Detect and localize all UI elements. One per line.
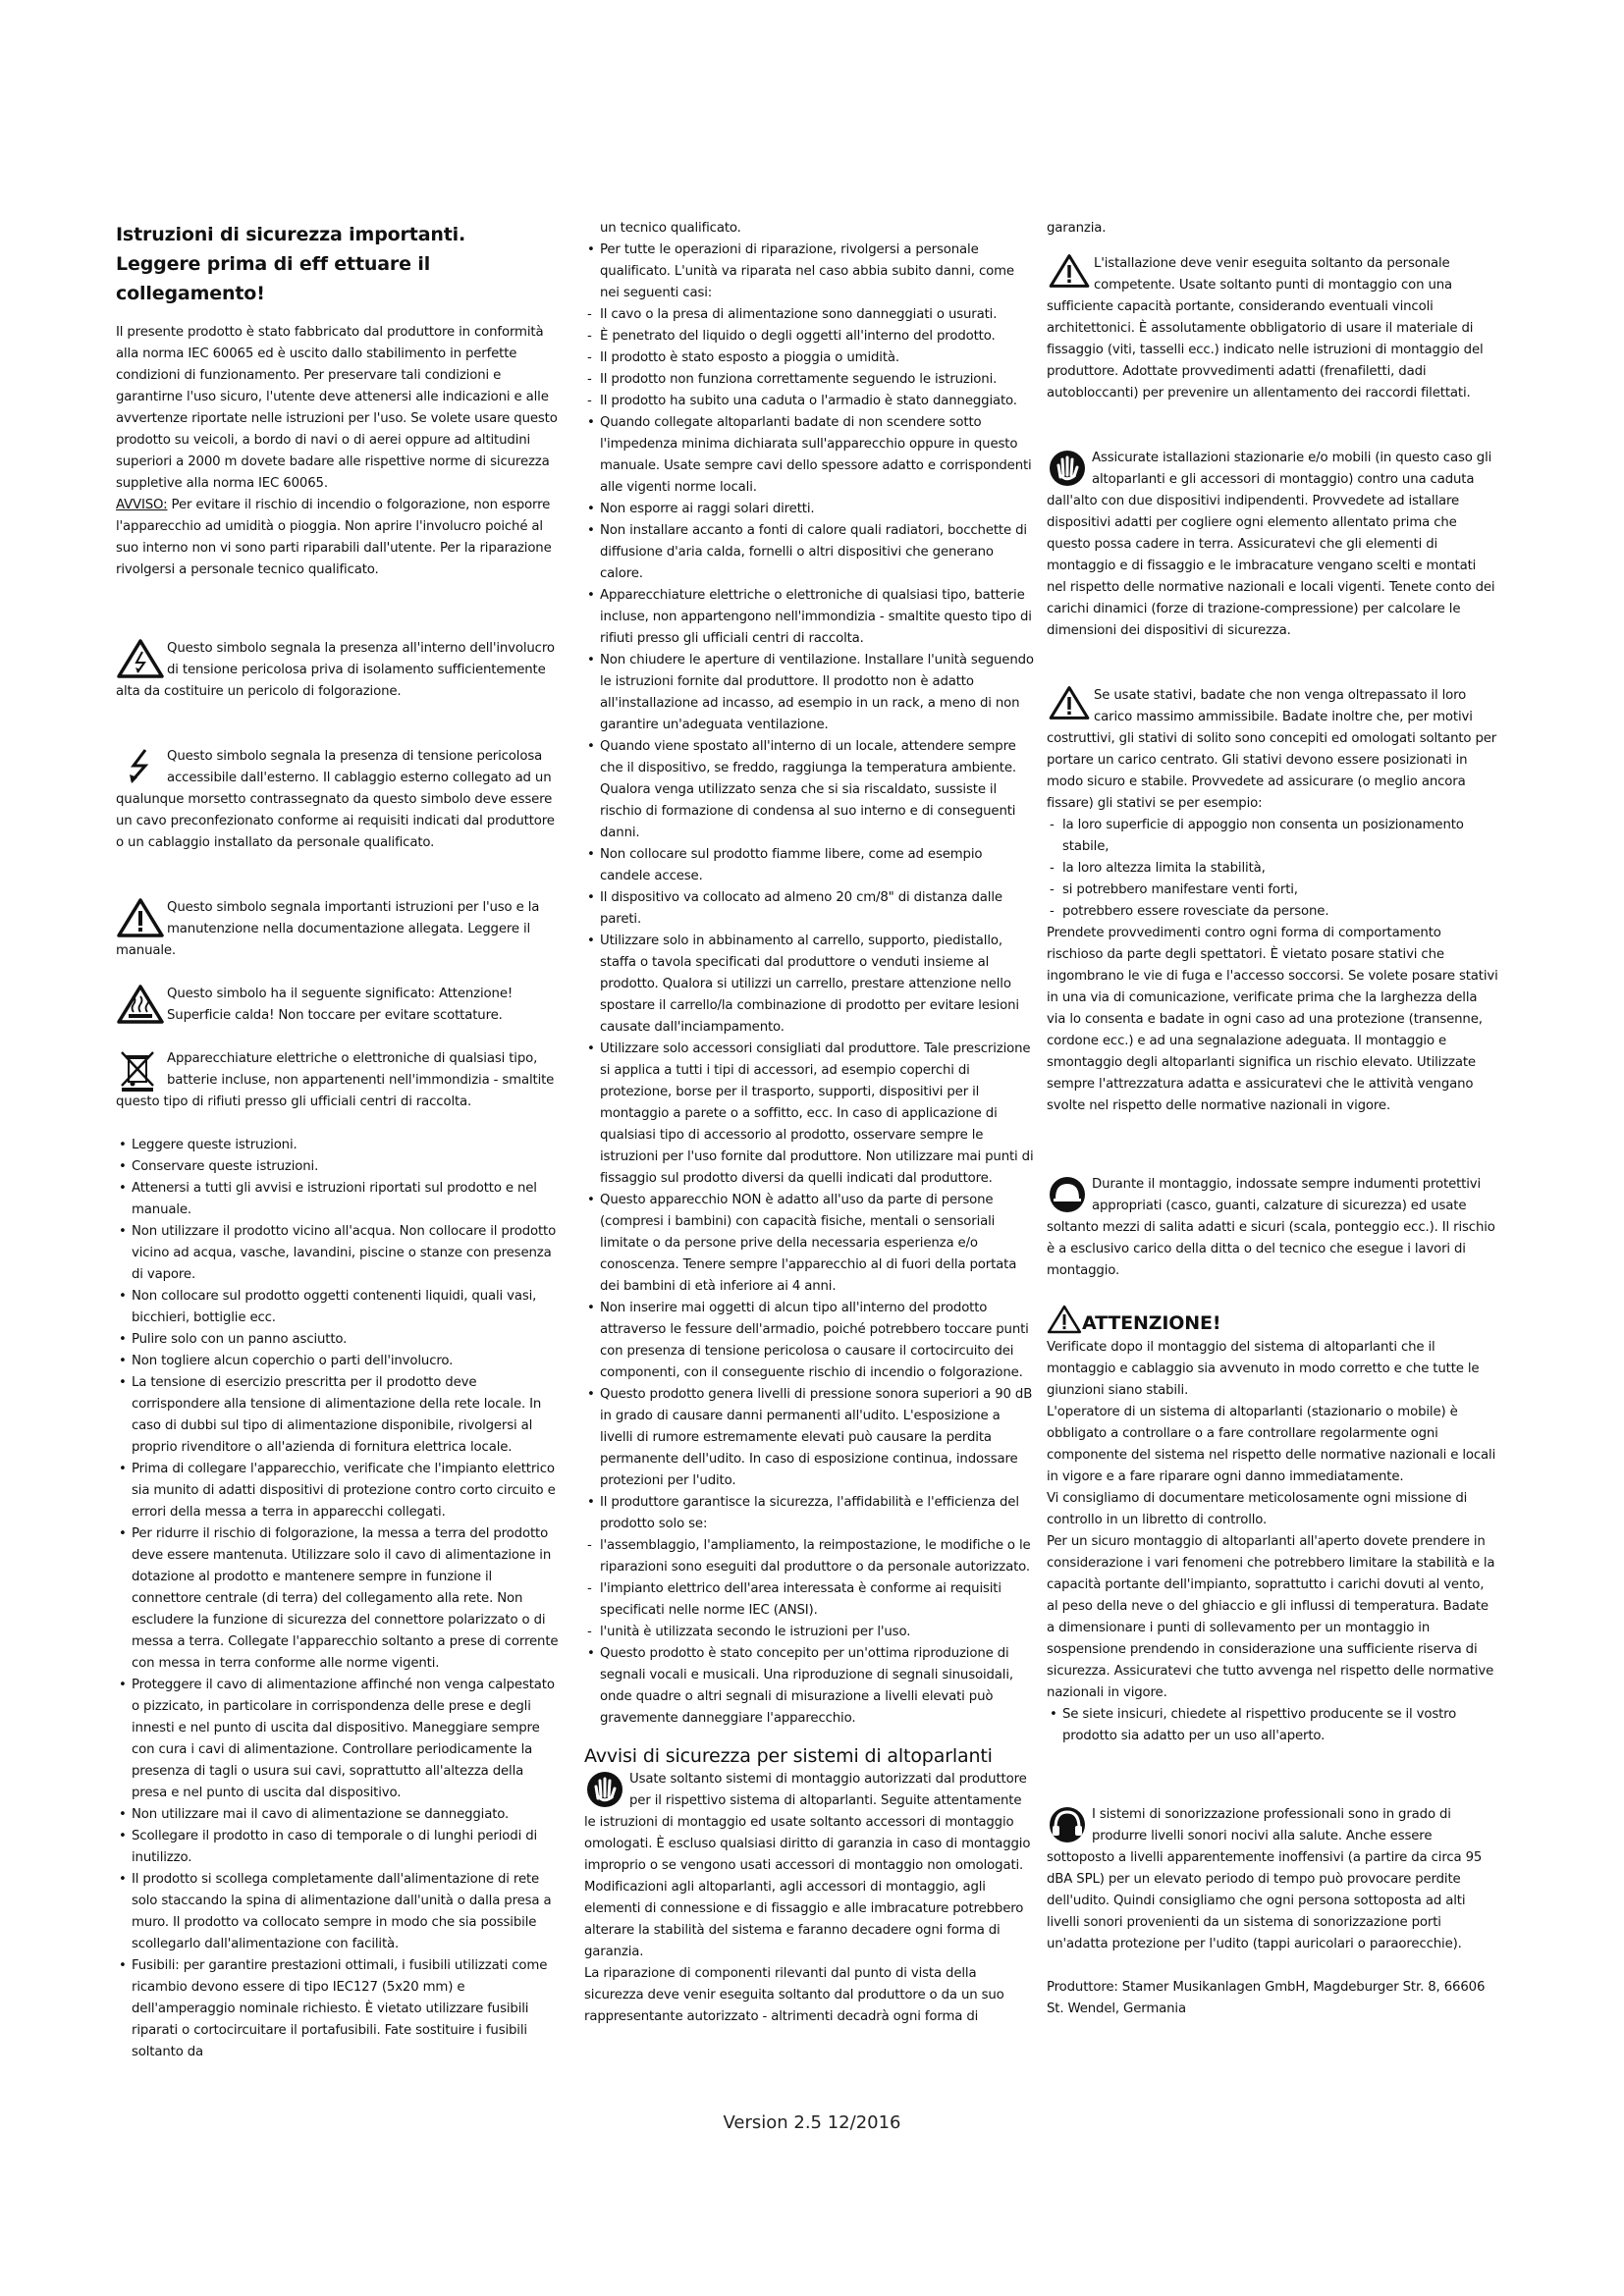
list-item: - Il cavo o la presa di alimentazione sono danneggiati o usurati. xyxy=(584,304,1036,326)
list-item: - Il prodotto non funziona correttamente seguendo le istruzioni. xyxy=(584,369,1036,391)
exclamation-warning-icon xyxy=(1047,253,1092,289)
installation-block xyxy=(1047,253,1498,404)
exclamation-warning-icon xyxy=(1047,685,1092,721)
list-item: • Quando collegate altoparlanti badate di non scendere sotto l'impedenza minima dichiarata sull'apparecchio oppure in questo manuale. Usate sempre cavi dello spessore adatto e corrispondenti alle vigenti norme locali. xyxy=(584,412,1036,499)
list-item: • Fusibili: per garantire prestazioni ottimali, i fusibili utilizzati come ricambio devono essere di tipo IEC127 (5x20 mm) e dell'amperaggio nominale richiesto. È vietato utilizzare fusibili riparati o cortocircuitare il portafusibili. Fate sostituire i fusibili soltanto da xyxy=(116,1955,563,2063)
symbol-voltage-block xyxy=(116,638,563,703)
attention-title: ATTENZIONE! xyxy=(1082,1312,1221,1334)
symbol-weee-block xyxy=(116,1048,563,1113)
list-item: • Per ridurre il rischio di folgorazione, la messa a terra del prodotto deve essere mantenuta. Utilizzare solo il cavo di alimentazione in dotazione al prodotto e mantenere sempre in funzione il connettore centrale (di terra) del collegamento alla rete. Non escludere la funzione di sicurezza del connettore polarizzato o di messa a terra. Collegate l'apparecchio soltanto a prese di corrente con messa in terra conforme alle norme vigenti. xyxy=(116,1523,563,1675)
stands-cases-list xyxy=(1047,815,1498,923)
list-item: • Utilizzare solo in abbinamento al carrello, supporto, piedistallo, staffa o tavola specificati dal produttore o venduti insieme al prodotto. Qualora si utilizzi un carrello, prestare attenzione nello spostare il carrello/la combinazione di prodotto per evitare lesioni causate dall'inciampamento. xyxy=(584,931,1036,1039)
warning-text: Per evitare il rischio di incendio o folgorazione, non esporre l'apparecchio ad umidità o pioggia. Non aprire l'involucro poiché al suo interno non vi sono parti riparabili dall'utente. Per la riparazione rivolgersi a personale tecnico qualificato. xyxy=(116,498,552,577)
symbol-hot-text: Questo simbolo ha il seguente significato: Attenzione! Superficie calda! Non toccare per evitare scottature. xyxy=(167,987,514,1023)
hearing-protection-text: I sistemi di sonorizzazione professionali sono in grado di produrre livelli sonori nocivi alla salute. Anche essere sottoposto a livelli apparentemente inoffensivi (a partire da circa 95 dBA SPL) per un elevato periodo di tempo può provocare perdite dell'udito. Quindi consigliamo che ogni persona sottoposta ad alti livelli sonori provenienti da un sistema di sonorizzazione porti un'adatta protezione per l'udito (tappi auricolari o paraorecchie). xyxy=(1047,1807,1483,1951)
safety-bullet-list-3 xyxy=(584,1643,1036,1730)
safety-bullet-list-2 xyxy=(584,412,1036,1535)
heading-read-before-connecting: Leggere prima di eff ettuare il collegamento! xyxy=(116,253,431,304)
list-item: • Questo prodotto genera livelli di pressione sonora superiori a 90 dB in grado di causare danni permanenti all'udito. L'esposizione a livelli di rumore estremamente elevati può causare la perdita permanente dell'udito. In caso di esposizione continua, indossare protezioni per l'udito. xyxy=(584,1384,1036,1492)
weee-bin-icon xyxy=(116,1048,165,1092)
repair-cases-list xyxy=(584,304,1036,412)
list-item: • Proteggere il cavo di alimentazione affinché non venga calpestato o pizzicato, in particolare in corrispondenza delle prese e degli innesti e nel punto di uscita dal dispositivo. Maneggiare sempre con cura i cavi di alimentazione. Controllare periodicamente la presenza di tagli o usura sui cavi, soprattutto all'altezza della presa e nel punto di uscita dal dispositivo. xyxy=(116,1675,563,1804)
stationary-install-text: Assicurate istallazioni stazionarie e/o mobili (in questo caso gli altoparlanti e gli accessori di montaggio) contro una caduta dall'alto con due dispositivi indipendenti. Provvedete ad istallare dispositivi adatti per cogliere ogni elemento allentato prima che questo possa cadere in terra. Assicuratevi che gli elementi di montaggio e di fissaggio e le imbracature vengano scelti e montati nel rispetto delle normative nazionali e locali vigenti. Tenete conto dei carichi dinamici (forze di trazione-compressione) per calcolare le dimensioni dei dispositivi di sicurezza. xyxy=(1047,451,1495,638)
list-item: • Per tutte le operazioni di riparazione, rivolgersi a personale qualificato. L'unità va riparata nel caso abbia subito danni, come nei seguenti casi: xyxy=(584,240,1036,304)
voltage-warning-icon xyxy=(116,638,165,679)
attention-paragraph-2: L'operatore di un sistema di altoparlanti (stazionario o mobile) è obbligato a controllare o a fare controllare regolarmente ogni componente del sistema nel rispetto delle normative nazionali e locali in vigore e a fare riparare ogni danno immediatamente. xyxy=(1047,1405,1496,1484)
attention-paragraph-4: Per un sicuro montaggio di altoparlanti all'aperto dovete prendere in considerazione i vari fenomeni che potrebbero limitare la stabilità e la capacità portante dell'impianto, soprattutto i carichi dovuti al vento, al peso della neve o del ghiaccio e gli influssi di temperatura. Badate a dimensionare i punti di sollevamento per un montaggio in sospensione prendendo in considerazione una sufficiente riserva di sicurezza. Assicuratevi che tutto avvenga nel rispetto delle normative nazionali in vigore. xyxy=(1047,1534,1495,1700)
intro-paragraph: Il presente prodotto è stato fabbricato dal produttore in conformità alla norma IEC 60065 ed è uscito dallo stabilimento in perfette condizioni di funzionamento. Per preservare tali condizioni e garantirne l'uso sicuro, l'utente deve attenersi alle indicazioni e alle avvertenze riportate nelle istruzioni per l'uso. Se volete usare questo prodotto su veicoli, a bordo di navi o di aerei oppure ad altitudini superiori a 2000 m dovete badare alle rispettive norme di sicurezza suppletive alla norma IEC 60065. xyxy=(116,325,558,491)
attention-paragraph-3: Vi consigliamo di documentare meticolosamente ogni missione di controllo in un libretto di controllo. xyxy=(1047,1491,1468,1527)
stop-hand-icon xyxy=(584,1769,627,1810)
list-item: • Non collocare sul prodotto oggetti contenenti liquidi, quali vasi, bicchieri, bottiglie ecc. xyxy=(116,1286,563,1329)
stationary-install-block xyxy=(1047,448,1498,642)
list-item: • Non installare accanto a fonti di calore quali radiatori, bocchette di diffusione d'aria calda, fornelli o altri dispositivi che generano calore. xyxy=(584,520,1036,585)
attention-paragraph-1: Verificate dopo il montaggio del sistema di altoparlanti che il montaggio e cablaggio sia avvenuto in modo corretto e che tutte le giunzioni siano stabili. xyxy=(1047,1340,1480,1398)
column-3 xyxy=(1047,218,1498,2020)
attention-bullet-list xyxy=(1047,1704,1498,1747)
column-1 xyxy=(116,220,563,2063)
list-item: • Non togliere alcun coperchio o parti dell'involucro. xyxy=(116,1351,563,1372)
warning-label: AVVISO: xyxy=(116,498,168,512)
repair-list xyxy=(584,240,1036,304)
list-item: • Il prodotto si scollega completamente dall'alimentazione di rete solo staccando la spina di alimentazione dall'unità o dalla presa a muro. Il prodotto va collocato sempre in modo che sia possibile scollegarlo dall'alimentazione con facilità. xyxy=(116,1869,563,1955)
list-item: - È penetrato del liquido o degli oggetti all'interno del prodotto. xyxy=(584,326,1036,347)
ear-protection-icon xyxy=(1047,1804,1090,1845)
symbol-bolt-block xyxy=(116,746,563,854)
repair-components-paragraph: La riparazione di componenti rilevanti dal punto di vista della sicurezza deve venir eseguita soltanto dal produttore o da un suo rappresentante autorizzato - altrimenti decadrà ogni forma di xyxy=(584,1966,1004,2024)
list-item: • Apparecchiature elettriche o elettroniche di qualsiasi tipo, batterie incluse, non appartengono nell'immondizia - smaltite questo tipo di rifiuti presso gli ufficiali centri di raccolta. xyxy=(584,585,1036,650)
list-item: - Il prodotto ha subito una caduta o l'armadio è stato danneggiato. xyxy=(584,391,1036,412)
list-item: • Il dispositivo va collocato ad almeno 20 cm/8" di distanza dalle pareti. xyxy=(584,887,1036,931)
warning-paragraph xyxy=(116,495,563,581)
list-item: • Se siete insicuri, chiedete al rispettivo producente se il vostro prodotto sia adatto per un uso all'aperto. xyxy=(1047,1704,1498,1747)
list-item: • Scollegare il prodotto in caso di temporale o di lunghi periodi di inutilizzo. xyxy=(116,1826,563,1869)
symbol-voltage-text: Questo simbolo segnala la presenza all'interno dell'involucro di tensione pericolosa priva di isolamento sufficientemente alta da costituire un pericolo di folgorazione. xyxy=(116,641,555,699)
mounting-systems-block xyxy=(584,1769,1036,1963)
list-item: • Quando viene spostato all'interno di un locale, attendere sempre che il dispositivo, se freddo, raggiunga la temperatura ambiente. Qualora venga utilizzato senza che si sia riscaldato, sussiste il rischio di formazione di condensa al suo interno e di conseguenti danni. xyxy=(584,736,1036,844)
version-footer: Version 2.5 12/2016 xyxy=(723,2112,901,2133)
list-item: • Non utilizzare mai il cavo di alimentazione se danneggiato. xyxy=(116,1804,563,1826)
list-item: - l'unità è utilizzata secondo le istruzioni per l'uso. xyxy=(584,1622,1036,1643)
list-item: • Leggere queste istruzioni. xyxy=(116,1135,563,1156)
stands-block xyxy=(1047,685,1498,815)
list-item: • Non utilizzare il prodotto vicino all'acqua. Non collocare il prodotto vicino ad acqua, vasche, lavandini, piscine o stanze con presenza di vapore. xyxy=(116,1221,563,1286)
guarantee-cases-list xyxy=(584,1535,1036,1643)
list-item: • Utilizzare solo accessori consigliati dal produttore. Tale prescrizione si applica a tutti i tipi di accessori, ad esempio coperchi di protezione, borse per il trasporto, supporti, dispositivi per il montaggio a parete o a soffitto, ecc. In caso di applicazione di qualsiasi tipo di accessorio al prodotto, osservare sempre le istruzioni per l'uso fornite dal produttore. Non utilizzare mai punti di fissaggio sul prodotto diversi da quelli indicati dal produttore. xyxy=(584,1039,1036,1190)
list-item: - la loro superficie di appoggio non consenta un posizionamento stabile, xyxy=(1047,815,1498,858)
manufacturer-address: Produttore: Stamer Musikanlagen GmbH, Magdeburger Str. 8, 66606 St. Wendel, Germania xyxy=(1047,1980,1486,2016)
symbol-weee-text: Apparecchiature elettriche o elettroniche di qualsiasi tipo, batterie incluse, non appartenenti nell'immondizia - smaltite questo tipo di rifiuti presso gli ufficiali centri di raccolta. xyxy=(116,1051,555,1109)
continued-text: un tecnico qualificato. xyxy=(600,221,741,236)
list-item: • Pulire solo con un panno asciutto. xyxy=(116,1329,563,1351)
list-item: • Conservare queste istruzioni. xyxy=(116,1156,563,1178)
symbol-attention-text: Questo simbolo segnala importanti istruzioni per l'uso e la manutenzione nella documentazione allegata. Leggere il manuale. xyxy=(116,900,540,958)
hot-surface-icon xyxy=(116,984,165,1025)
list-item: - si potrebbero manifestare venti forti, xyxy=(1047,880,1498,901)
protective-gear-text: Durante il montaggio, indossate sempre indumenti protettivi appropriati (casco, guanti, calzature di sicurezza) ed usate soltanto mezzi di salita adatti e sicuri (scala, ponteggio ecc.). Il rischio è a esclusivo carico della ditta o del tecnico che esegue i lavori di montaggio. xyxy=(1047,1177,1495,1278)
list-item: - potrebbero essere rovesciate da persone. xyxy=(1047,901,1498,923)
lightning-bolt-icon xyxy=(116,746,165,787)
helmet-icon xyxy=(1047,1174,1090,1215)
exclamation-warning-icon xyxy=(116,897,165,938)
spectators-paragraph: Prendete provvedimenti contro ogni forma di comportamento rischioso da parte degli spettatori. È vietato posare stativi che ingombrano le vie di fuga e l'accesso soccorsi. Se volete posare stativi in una via di comunicazione, verificate prima che la larghezza della via lo consenta e badate in ogni caso ad una protezione (transenne, cordone ecc.) e ad una segnalazione adeguata. Il montaggio e smontaggio degli altoparlanti significa un rischio elevato. Utilizzate sempre l'attrezzatura adatta e assicuratevi che le attività vengano svolte nel rispetto delle normative nazionali in vigore. xyxy=(1047,926,1498,1113)
heading-safety-instructions: Istruzioni di sicurezza importanti. xyxy=(116,224,466,245)
list-item: - Il prodotto è stato esposto a pioggia o umidità. xyxy=(584,347,1036,369)
list-item: • Questo prodotto è stato concepito per un'ottima riproduzione di segnali vocali e musicali. Una riproduzione di segnali sinusoidali, onde quadre o altri segnali di misurazione a livelli elevati può gravemente danneggiare l'apparecchio. xyxy=(584,1643,1036,1730)
heading-speaker-safety: Avvisi di sicurezza per sistemi di altoparlanti xyxy=(584,1745,993,1767)
list-item: - la loro altezza limita la stabilità, xyxy=(1047,858,1498,880)
list-item: • La tensione di esercizio prescritta per il prodotto deve corrispondere alla tensione di alimentazione della rete locale. In caso di dubbi sul tipo di alimentazione disponibile, rivolgersi al proprio rivenditore o all'azienda di fornitura elettrica locale. xyxy=(116,1372,563,1459)
mounting-systems-text: Usate soltanto sistemi di montaggio autorizzati dal produttore per il rispettivo sistema di altoparlanti. Seguite attentamente le istruzioni di montaggio ed usate soltanto accessori di montaggio omologati. È escluso qualsiasi diritto di garanzia in caso di montaggio improprio o se vengono usati accessori di montaggio non omologati. Modificazioni agli altoparlanti, agli accessori di montaggio, agli elementi di connessione e di fissaggio e alle imbracature potrebbero alterare la stabilità del sistema e faranno decadere ogni forma di garanzia. xyxy=(584,1772,1031,1959)
list-item: - l'assemblaggio, l'ampliamento, la reimpostazione, le modifiche o le riparazioni sono eseguiti dal produttore o da personale autorizzato. xyxy=(584,1535,1036,1578)
list-item: • Attenersi a tutti gli avvisi e istruzioni riportati sul prodotto e nel manuale. xyxy=(116,1178,563,1221)
exclamation-warning-icon xyxy=(1047,1304,1082,1335)
symbol-attention-block xyxy=(116,897,563,962)
list-item: - l'impianto elettrico dell'area interessata è conforme ai requisiti specificati nelle norme IEC (ANSI). xyxy=(584,1578,1036,1622)
list-item: • Non esporre ai raggi solari diretti. xyxy=(584,499,1036,520)
list-item: • Questo apparecchio NON è adatto all'uso da parte di persone (compresi i bambini) con capacità fisiche, mentali o sensoriali limitate o da persone prive della necessaria esperienza e/o conoscenza. Tenere sempre l'apparecchio al di fuori della portata dei bambini di età inferiore ai 4 anni. xyxy=(584,1190,1036,1298)
stop-hand-icon xyxy=(1047,448,1090,489)
hearing-protection-block xyxy=(1047,1804,1498,1955)
attention-heading xyxy=(1047,1304,1498,1337)
column-2 xyxy=(584,218,1036,2028)
list-item: • Non chiudere le aperture di ventilazione. Installare l'unità seguendo le istruzioni fornite dal produttore. Il prodotto non è adatto all'installazione ad incasso, ad esempio in un rack, a meno di non garantire un'adeguata ventilazione. xyxy=(584,650,1036,736)
symbol-hot-block xyxy=(116,984,563,1027)
protective-gear-block xyxy=(1047,1174,1498,1282)
installation-text: L'istallazione deve venir eseguita soltanto da personale competente. Usate soltanto punti di montaggio con una sufficiente capacità portante, considerando eventuali vincoli architettonici. È assolutamente obbligatorio di usare il materiale di fissaggio (viti, tasselli ecc.) indicato nelle istruzioni di montaggio del produttore. Adottate provvedimenti adatti (frenafiletti, dadi autobloccanti) per prevenire un allentamento dei raccordi filettati. xyxy=(1047,256,1484,400)
list-item: • Il produttore garantisce la sicurezza, l'affidabilità e l'efficienza del prodotto solo se: xyxy=(584,1492,1036,1535)
list-item: • Prima di collegare l'apparecchio, verificate che l'impianto elettrico sia munito di adatti dispositivi di protezione contro corto circuito e errori della messa a terra in apparecchi collegati. xyxy=(116,1459,563,1523)
symbol-bolt-text: Questo simbolo segnala la presenza di tensione pericolosa accessibile dall'esterno. Il cablaggio esterno collegato ad un qualunque morsetto contrassegnato da questo simbolo deve essere un cavo preconfezionato conforme ai requisiti indicati dal produttore o un cablaggio installato da personale qualificato. xyxy=(116,749,555,850)
list-item: • Non inserire mai oggetti di alcun tipo all'interno del prodotto attraverso le fessure dell'armadio, poiché potrebbero toccare punti con presenza di tensione pericolosa o causare il cortocircuito dei componenti, con il conseguente rischio di incendio o folgorazione. xyxy=(584,1298,1036,1384)
list-item: • Non collocare sul prodotto fiamme libere, come ad esempio candele accese. xyxy=(584,844,1036,887)
stands-text: Se usate stativi, badate che non venga oltrepassato il loro carico massimo ammissibile. Badate inoltre che, per motivi costruttivi, gli stativi di solito sono concepiti ed omologati soltanto per portare un carico centrato. Gli stativi devono essere posizionati in modo sicuro e stabile. Provvedete ad assicurare (o meglio ancora fissare) gli stativi se per esempio: xyxy=(1047,688,1497,811)
safety-bullet-list xyxy=(116,1135,563,2063)
continued-text: garanzia. xyxy=(1047,221,1107,236)
